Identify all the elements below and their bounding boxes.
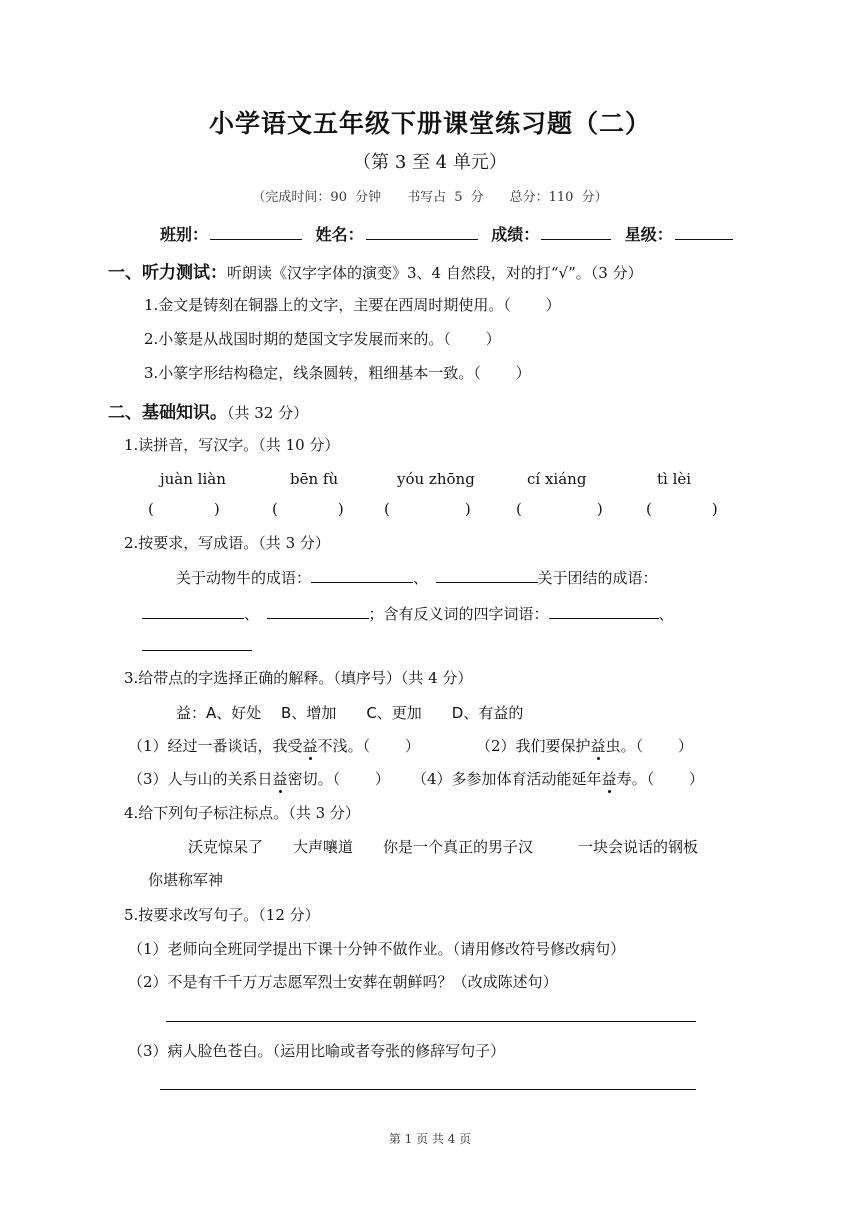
q3-item-1-text: （1）经过一番谈话，我受 <box>128 737 303 755</box>
ox-idiom-blank-2[interactable] <box>436 568 538 583</box>
answer-bracket-1[interactable]: ( ) <box>148 500 220 518</box>
q5-item-2-answer-line[interactable] <box>166 1021 696 1022</box>
section1-title: 一、听力测试： <box>108 263 227 283</box>
q3-item-3-dotted-char: 益 <box>272 770 288 788</box>
q3-item-4-dotted-char: 益 <box>601 770 617 788</box>
q3-item-4-text: （4）多参加体育活动能延年 <box>412 770 602 788</box>
star-label: 星级： <box>624 225 673 244</box>
score-label: 成绩： <box>491 225 540 244</box>
antonym-blank-2[interactable] <box>142 636 252 651</box>
answer-bracket-4[interactable]: ( ) <box>516 500 603 518</box>
q2-label: 2.按要求，写成语。（共 3 分） <box>124 534 330 552</box>
q5-item-1-num: （1） <box>128 940 168 958</box>
q3-item-2-text: （2）我们要保护 <box>476 737 591 755</box>
q5-item-2 <box>128 971 558 992</box>
q3-label: 3.给带点的字选择正确的解释。（填序号）（共 4 分） <box>124 669 473 687</box>
q5-item-1 <box>128 938 625 959</box>
q2-ox-idiom-label: 关于动物牛的成语： <box>176 569 312 587</box>
name-blank[interactable] <box>366 225 478 240</box>
answer-bracket-2[interactable]: ( ) <box>272 500 344 518</box>
q2-line-3 <box>142 636 252 655</box>
q5-label: 5.按要求改写句子。（12 分） <box>124 906 320 924</box>
q3-item-2-answer[interactable]: 虫。（ ） <box>605 737 693 755</box>
q3-item-2 <box>476 735 693 756</box>
q5-item-2-text: 不是有千千万万志愿军烈士安葬在朝鲜吗？ <box>167 973 453 991</box>
q5-item-1-requirement: （请用修改符号修改病句） <box>452 940 626 958</box>
page-footer: 第 1 页 共 4 页 <box>388 1132 472 1146</box>
q2-antonym-label: ；含有反义词的四字词语： <box>368 605 549 623</box>
q2-line-1 <box>176 567 658 588</box>
q5-item-3 <box>128 1040 505 1061</box>
page-title: 小学语文五年级下册课堂练习题（二） <box>208 109 651 138</box>
q1-label: 1.读拼音，写汉字。（共 10 分） <box>124 436 340 454</box>
pinyin-4: cí xiáng <box>527 470 587 488</box>
class-label: 班别： <box>160 225 209 244</box>
q5-item-1-text[interactable]: 老师向全班同学提出下课十分钟不做作业。 <box>167 940 453 958</box>
q4-sentence-line-1[interactable]: 沃克惊呆了 大声嚷道 你是一个真正的男子汉 一块会说话的钢板 <box>188 838 699 856</box>
student-info-row <box>160 222 741 245</box>
section1-item-2: 2.小篆是从战国时期的楚国文字发展而来的。（ ） <box>144 330 501 348</box>
q5-item-2-num: （2） <box>128 973 168 991</box>
page-subtitle: （第 3 至 4 单元） <box>353 152 507 173</box>
unity-idiom-blank-2[interactable] <box>267 604 369 619</box>
pinyin-5: tì lèi <box>657 470 692 488</box>
antonym-blank-1[interactable] <box>549 604 659 619</box>
q3-item-4-answer[interactable]: 寿。（ ） <box>616 770 704 788</box>
q5-item-2-requirement: （改成陈述句） <box>452 973 558 991</box>
section1-item-3: 3.小篆字形结构稳定，线条圆转，粗细基本一致。（ ） <box>144 364 531 382</box>
q5-item-3-text: 病人脸色苍白。 <box>167 1042 273 1060</box>
q5-item-3-requirement: （运用比喻或者夸张的修辞写句子） <box>272 1042 506 1060</box>
q3-item-1-answer[interactable]: 不浅。（ ） <box>317 737 420 755</box>
answer-bracket-5[interactable]: ( ) <box>646 500 718 518</box>
q2-sep-3: 、 <box>658 605 674 623</box>
pinyin-3: yóu zhōng <box>397 470 475 488</box>
name-label: 姓名： <box>315 225 364 244</box>
section2-title: 二、基础知识。 <box>108 403 227 423</box>
q3-item-1-dotted-char: 益 <box>302 737 318 755</box>
q2-unity-idiom-label: 关于团结的成语： <box>537 569 658 587</box>
q3-item-3 <box>128 768 390 789</box>
q3-item-3-answer[interactable]: 密切。（ ） <box>287 770 390 788</box>
q5-item-3-answer-line[interactable] <box>160 1089 696 1090</box>
score-blank[interactable] <box>541 225 611 240</box>
q3-item-3-text: （3）人与山的关系日 <box>128 770 273 788</box>
section2-heading <box>108 398 308 423</box>
q4-sentence-line-2[interactable]: 你堪称军神 <box>148 871 224 889</box>
q3-item-2-dotted-char: 益 <box>590 737 606 755</box>
q2-sep-1: 、 <box>413 569 421 587</box>
star-blank[interactable] <box>675 225 733 240</box>
q2-line-2 <box>142 603 674 624</box>
section1-item-1: 1.金文是铸刻在铜器上的文字，主要在西周时期使用。（ ） <box>144 296 561 314</box>
q5-item-3-num: （3） <box>128 1042 168 1060</box>
q3-options: 益：A、好处 B、增加 C、更加 D、有益的 <box>176 704 524 722</box>
ox-idiom-blank-1[interactable] <box>311 568 413 583</box>
answer-bracket-3[interactable]: ( ) <box>384 500 471 518</box>
section2-points: （共 32 分） <box>227 404 309 422</box>
unity-idiom-blank-1[interactable] <box>142 604 244 619</box>
class-blank[interactable] <box>210 225 302 240</box>
q3-item-1 <box>128 735 420 756</box>
section1-heading <box>108 258 643 283</box>
q3-item-4 <box>412 768 704 789</box>
pinyin-1: juàn liàn <box>160 470 226 488</box>
q4-label: 4.给下列句子标注标点。（共 3 分） <box>124 804 360 822</box>
q2-sep-2: 、 <box>244 605 252 623</box>
section1-instruction: 听朗读《汉字字体的演变》3、4 自然段，对的打“√”。（3 分） <box>227 264 643 282</box>
pinyin-2: bēn fù <box>290 470 339 488</box>
exam-meta: （完成时间：90 分钟 书写占 5 分 总分：110 分） <box>252 190 608 205</box>
